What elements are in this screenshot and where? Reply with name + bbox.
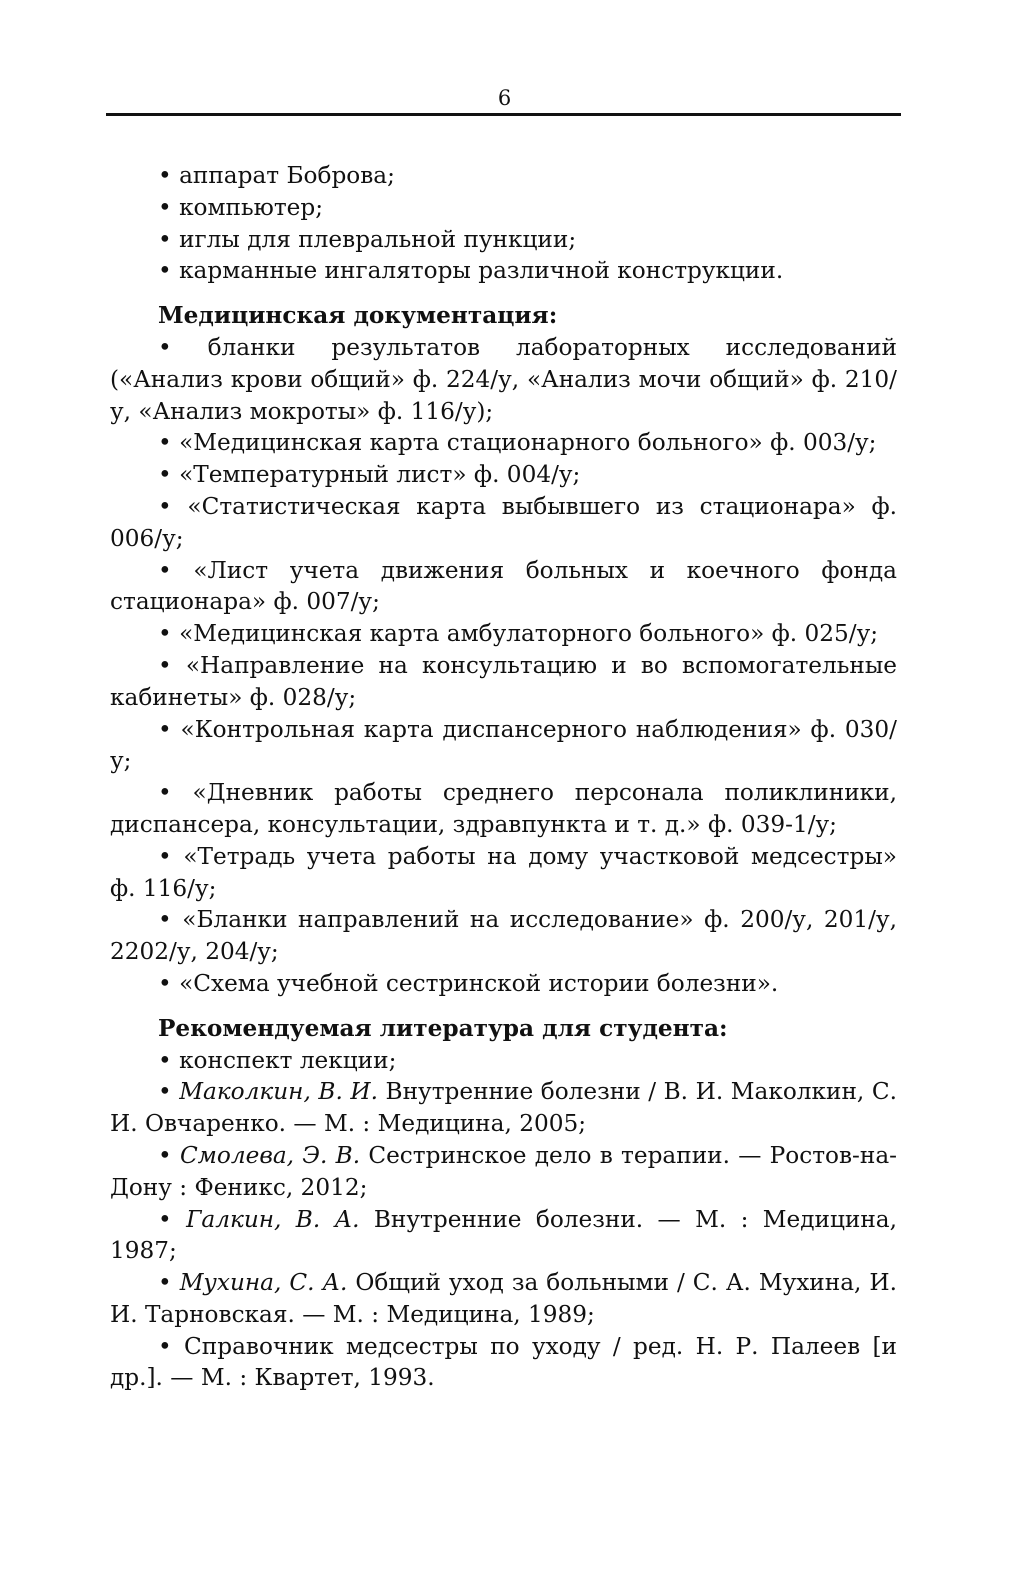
list-item: • «Бланки направлений на исследование» ф. 200/у, 201/у, 2202/у, 204/у;: [110, 904, 897, 968]
documentation-section: [110, 300, 897, 1000]
section-heading: Рекомендуемая литература для студента:: [158, 1014, 728, 1042]
list-item: • «Контрольная карта диспансерного наблюдения» ф. 030/у;: [110, 714, 897, 778]
equipment-list: [110, 160, 897, 287]
list-item: • «Дневник работы среднего персонала поликлиники, диспансера, консультации, здравпункта и т. д.» ф. 039-1/у;: [110, 777, 897, 841]
literature-item: [110, 1045, 897, 1077]
reference-text: Внутренние болезни / В. И. Маколкин, С. И. Овчаренко. — М. : Медицина, 2005;: [110, 1078, 897, 1138]
author-name: Мухина, С. А.: [179, 1269, 348, 1297]
list-item: • компьютер;: [110, 192, 897, 224]
author-name: Галкин, В. А.: [186, 1205, 360, 1233]
list-item: • «Схема учебной сестринской истории болезни».: [110, 968, 897, 1000]
page-body: [110, 160, 897, 1394]
list-item: • аппарат Боброва;: [110, 160, 897, 192]
list-item: • «Температурный лист» ф. 004/у;: [110, 459, 897, 491]
list-item: • «Статистическая карта выбывшего из стационара» ф. 006/у;: [110, 491, 897, 555]
header-rule: [106, 113, 901, 116]
literature-item: [110, 1267, 897, 1331]
literature-section: [110, 1013, 897, 1395]
reference-text: Справочник медсестры по уходу / ред. Н. Р. Палеев [и др.]. — М. : Квартет, 1993.: [110, 1332, 897, 1392]
reference-text: Сестринское дело в терапии. — Ростов-на-Дону : Феникс, 2012;: [110, 1141, 897, 1201]
list-item: • бланки результатов лабораторных исследований («Анализ крови общий» ф. 224/у, «Анализ мочи общий» ф. 210/у, «Анализ мокроты» ф. 116/у);: [110, 332, 897, 427]
reference-text: конспект лекции;: [179, 1046, 397, 1074]
list-item: • «Направление на консультацию и во вспомогательные кабинеты» ф. 028/у;: [110, 650, 897, 714]
reference-text: Общий уход за больными / С. А. Мухина, И. И. Тарновская. — М. : Медицина, 1989;: [110, 1269, 897, 1328]
section-heading: Медицинская документация:: [158, 302, 558, 330]
list-item: • карманные ингаляторы различной конструкции.: [110, 255, 897, 287]
literature-item: [110, 1331, 897, 1395]
list-item: • иглы для плевральной пункции;: [110, 224, 897, 256]
reference-text: Внутренние болезни. — М. : Медицина, 1987;: [110, 1205, 897, 1265]
list-item: • «Тетрадь учета работы на дому участковой медсестры» ф. 116/у;: [110, 841, 897, 905]
list-item: • «Медицинская карта амбулаторного больного» ф. 025/у;: [110, 618, 897, 650]
list-item: • «Медицинская карта стационарного больного» ф. 003/у;: [110, 427, 897, 459]
page-number: 6: [497, 86, 512, 110]
author-name: Маколкин, В. И.: [179, 1078, 378, 1106]
author-name: Смолева, Э. В.: [179, 1141, 361, 1169]
list-item: • «Лист учета движения больных и коечного фонда стационара» ф. 007/у;: [110, 555, 897, 619]
literature-item: [110, 1076, 897, 1140]
literature-item: [110, 1204, 897, 1268]
literature-item: [110, 1140, 897, 1204]
